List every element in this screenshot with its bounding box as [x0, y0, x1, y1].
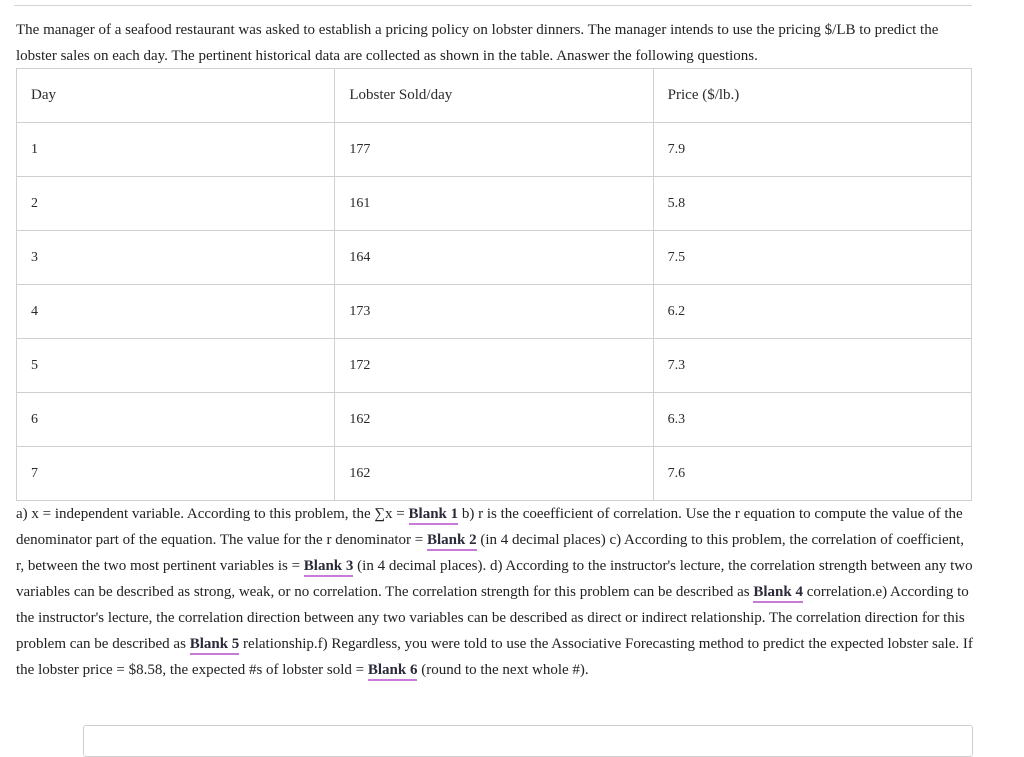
- cell-price: 7.5: [653, 231, 971, 285]
- blank-2-field[interactable]: Blank 2: [427, 532, 477, 551]
- question-b-text: b) r is the coeefficient of correlation. Use the r equation to compute the value of the denominator part of the equation. The value for the r denominator =: [16, 506, 963, 548]
- question-d-text: (in 4 decimal places). d) According to the instructor's lecture, the correlation strength between any two variables can be described as strong, weak, or no correlation. The correlation strength for this problem can be described as: [16, 558, 973, 600]
- table-row: [17, 339, 972, 393]
- table-row: [17, 177, 972, 231]
- cell-lobster-sold: 177: [335, 123, 653, 177]
- blank-1-field[interactable]: Blank 1: [409, 506, 459, 525]
- lobster-data-table: [16, 68, 972, 501]
- answer-input-box[interactable]: [83, 725, 973, 757]
- cell-price: 7.3: [653, 339, 971, 393]
- cell-lobster-sold: 172: [335, 339, 653, 393]
- cell-price: 6.2: [653, 285, 971, 339]
- cell-price: 7.6: [653, 447, 971, 501]
- blank-6-field[interactable]: Blank 6: [368, 662, 418, 681]
- header-lobster-sold: Lobster Sold/day: [335, 69, 653, 123]
- question-e-text: correlation.e) According to the instructor's lecture, the correlation direction between any two variables can be described as direct or indirect relationship. The correlation direction for this problem can be described as: [16, 584, 969, 652]
- cell-lobster-sold: 162: [335, 447, 653, 501]
- table-row: [17, 393, 972, 447]
- cell-day: 7: [17, 447, 335, 501]
- question-f-text: relationship.f) Regardless, you were told to use the Associative Forecasting method to predict the expected lobster sale. If the lobster price = $8.58, the expected #s of lobster sold =: [16, 636, 973, 678]
- table-header-row: [17, 69, 972, 123]
- table-row: [17, 285, 972, 339]
- table-row: [17, 123, 972, 177]
- cell-day: 4: [17, 285, 335, 339]
- cell-day: 5: [17, 339, 335, 393]
- cell-day: 1: [17, 123, 335, 177]
- cell-day: 2: [17, 177, 335, 231]
- question-f-tail-text: (round to the next whole #).: [417, 662, 589, 678]
- cell-price: 7.9: [653, 123, 971, 177]
- cell-lobster-sold: 164: [335, 231, 653, 285]
- blank-4-field[interactable]: Blank 4: [753, 584, 803, 603]
- table-row: [17, 231, 972, 285]
- top-divider: [14, 5, 972, 6]
- question-a-text: a) x = independent variable. According to this problem, the ∑x =: [16, 506, 409, 522]
- question-c-text: (in 4 decimal places) c) According to this problem, the correlation of coefficient, r, between the two most pertinent variables is =: [16, 532, 965, 574]
- problem-intro: The manager of a seafood restaurant was asked to establish a pricing policy on lobster dinners. The manager intends to use the pricing $/LB to predict the lobster sales on each day. The pertinent historical data are collected as shown in the table. Anaswer the following questions.: [16, 22, 939, 64]
- cell-lobster-sold: 162: [335, 393, 653, 447]
- cell-day: 6: [17, 393, 335, 447]
- blank-5-field[interactable]: Blank 5: [190, 636, 240, 655]
- blank-3-field[interactable]: Blank 3: [304, 558, 354, 577]
- table-row: [17, 447, 972, 501]
- cell-lobster-sold: 161: [335, 177, 653, 231]
- cell-price: 6.3: [653, 393, 971, 447]
- header-day: Day: [17, 69, 335, 123]
- cell-price: 5.8: [653, 177, 971, 231]
- cell-lobster-sold: 173: [335, 285, 653, 339]
- cell-day: 3: [17, 231, 335, 285]
- header-price: Price ($/lb.): [653, 69, 971, 123]
- questions-paragraph: [16, 501, 974, 683]
